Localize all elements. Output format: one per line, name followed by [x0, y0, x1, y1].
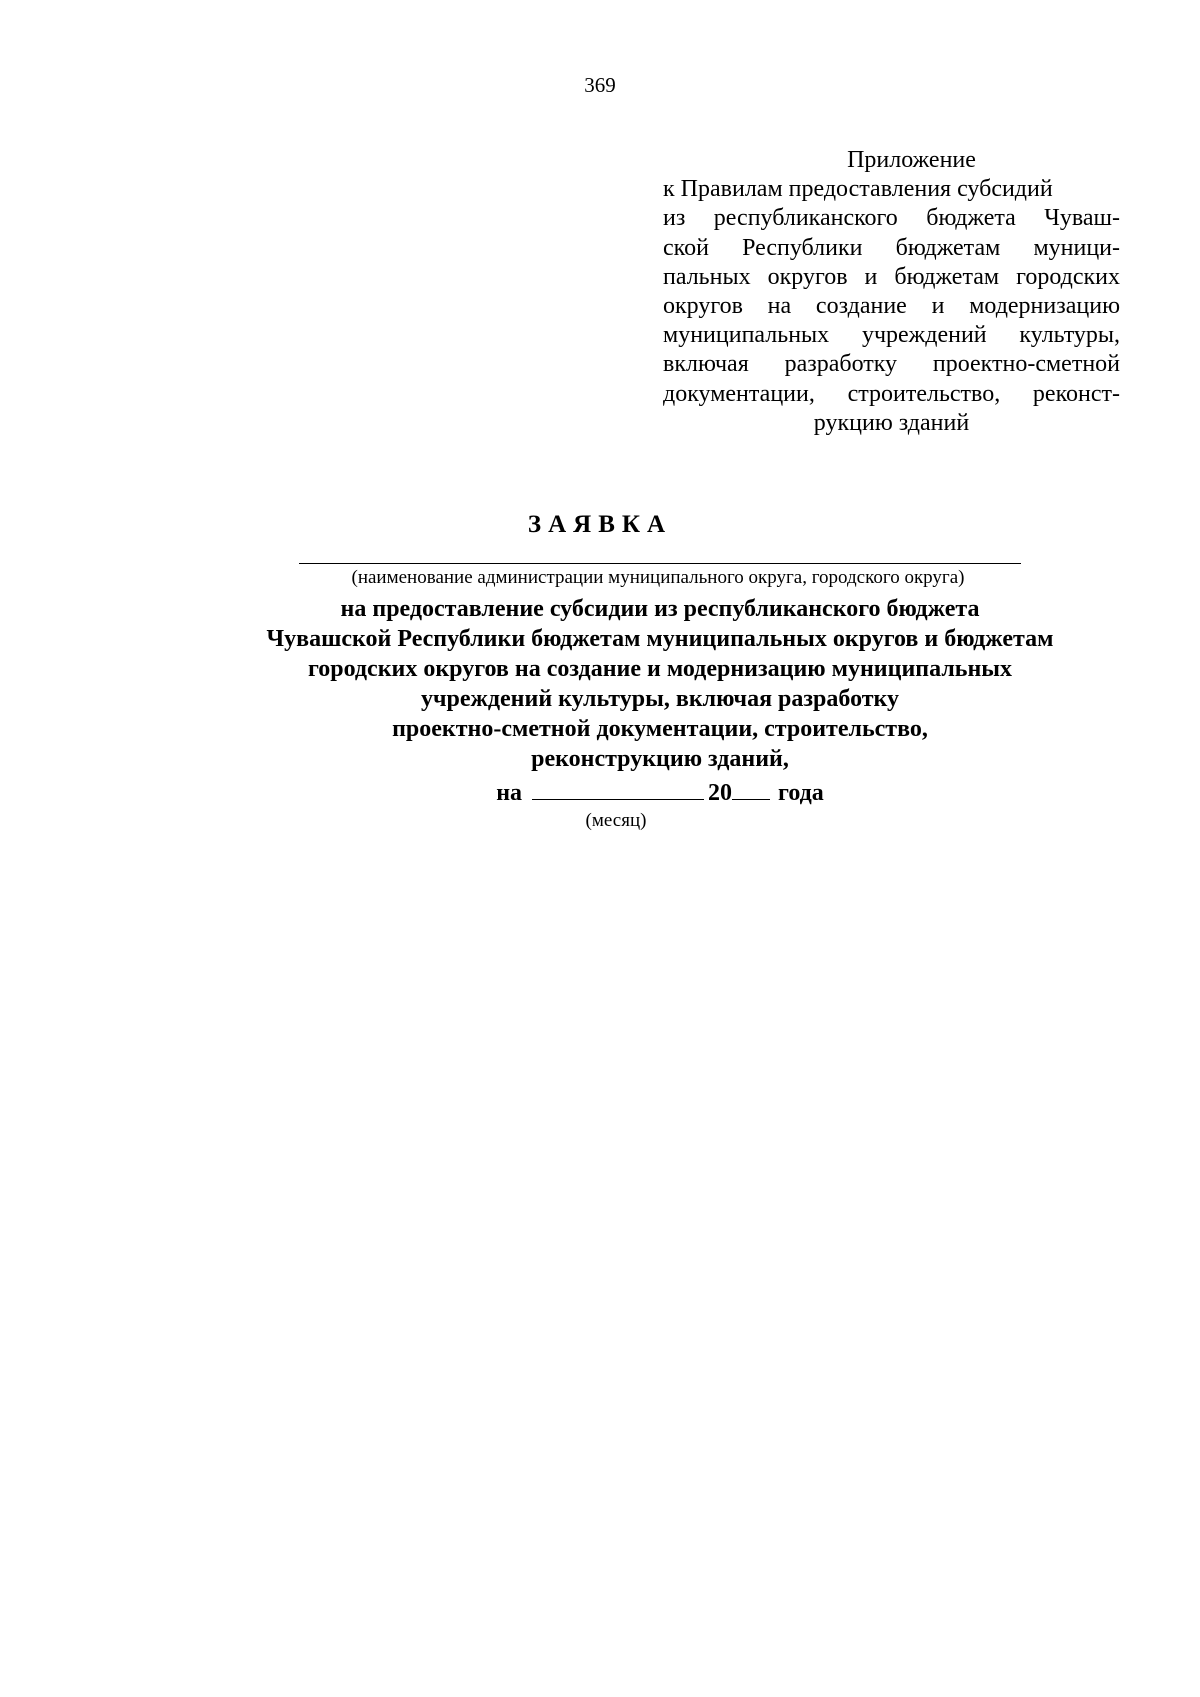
appendix-line: к Правилам предоставления субсидий: [663, 176, 1053, 203]
appendix-line: включая разработку проектно-сметной: [663, 351, 1120, 378]
request-body-line: на предоставление субсидии из республиканского бюджета: [340, 596, 980, 622]
appendix-line: округов на создание и модернизацию: [663, 293, 1120, 320]
administration-name-caption: (наименование администрации муниципального округа, городского округа): [351, 567, 965, 588]
document-title: ЗАЯВКА: [527, 511, 673, 538]
request-body-line: учреждений культуры, включая разработку: [420, 686, 900, 712]
appendix-block: [663, 146, 1120, 438]
request-body-line: проектно-сметной документации, строительство,: [392, 716, 928, 742]
appendix-line: пальных округов и бюджетам городских: [663, 263, 1120, 290]
request-body-line: Чувашской Республики бюджетам муниципальных округов и бюджетам: [266, 626, 1054, 652]
date-prefix: на: [496, 780, 523, 806]
appendix-line: ской Республики бюджетам муници-: [663, 234, 1120, 261]
month-blank: [532, 777, 704, 800]
appendix-line: из республиканского бюджета Чуваш-: [663, 205, 1120, 232]
year-suffix: года: [778, 780, 824, 806]
administration-name-field-line: [299, 563, 1021, 564]
year-blank: [732, 777, 770, 800]
request-body: [0, 594, 1200, 774]
page-number: 369: [584, 73, 616, 97]
appendix-title: Приложение: [847, 147, 976, 173]
appendix-line: документации, строительство, реконст-: [663, 380, 1120, 407]
month-caption: (месяц): [585, 810, 647, 831]
year-prefix: 20: [708, 780, 733, 806]
date-line: [0, 777, 1200, 808]
appendix-line: муниципальных учреждений культуры,: [663, 322, 1120, 349]
request-body-line: городских округов на создание и модернизацию муниципальных: [307, 656, 1013, 682]
request-body-line: реконструкцию зданий,: [531, 746, 789, 772]
appendix-line: рукцию зданий: [813, 409, 970, 436]
